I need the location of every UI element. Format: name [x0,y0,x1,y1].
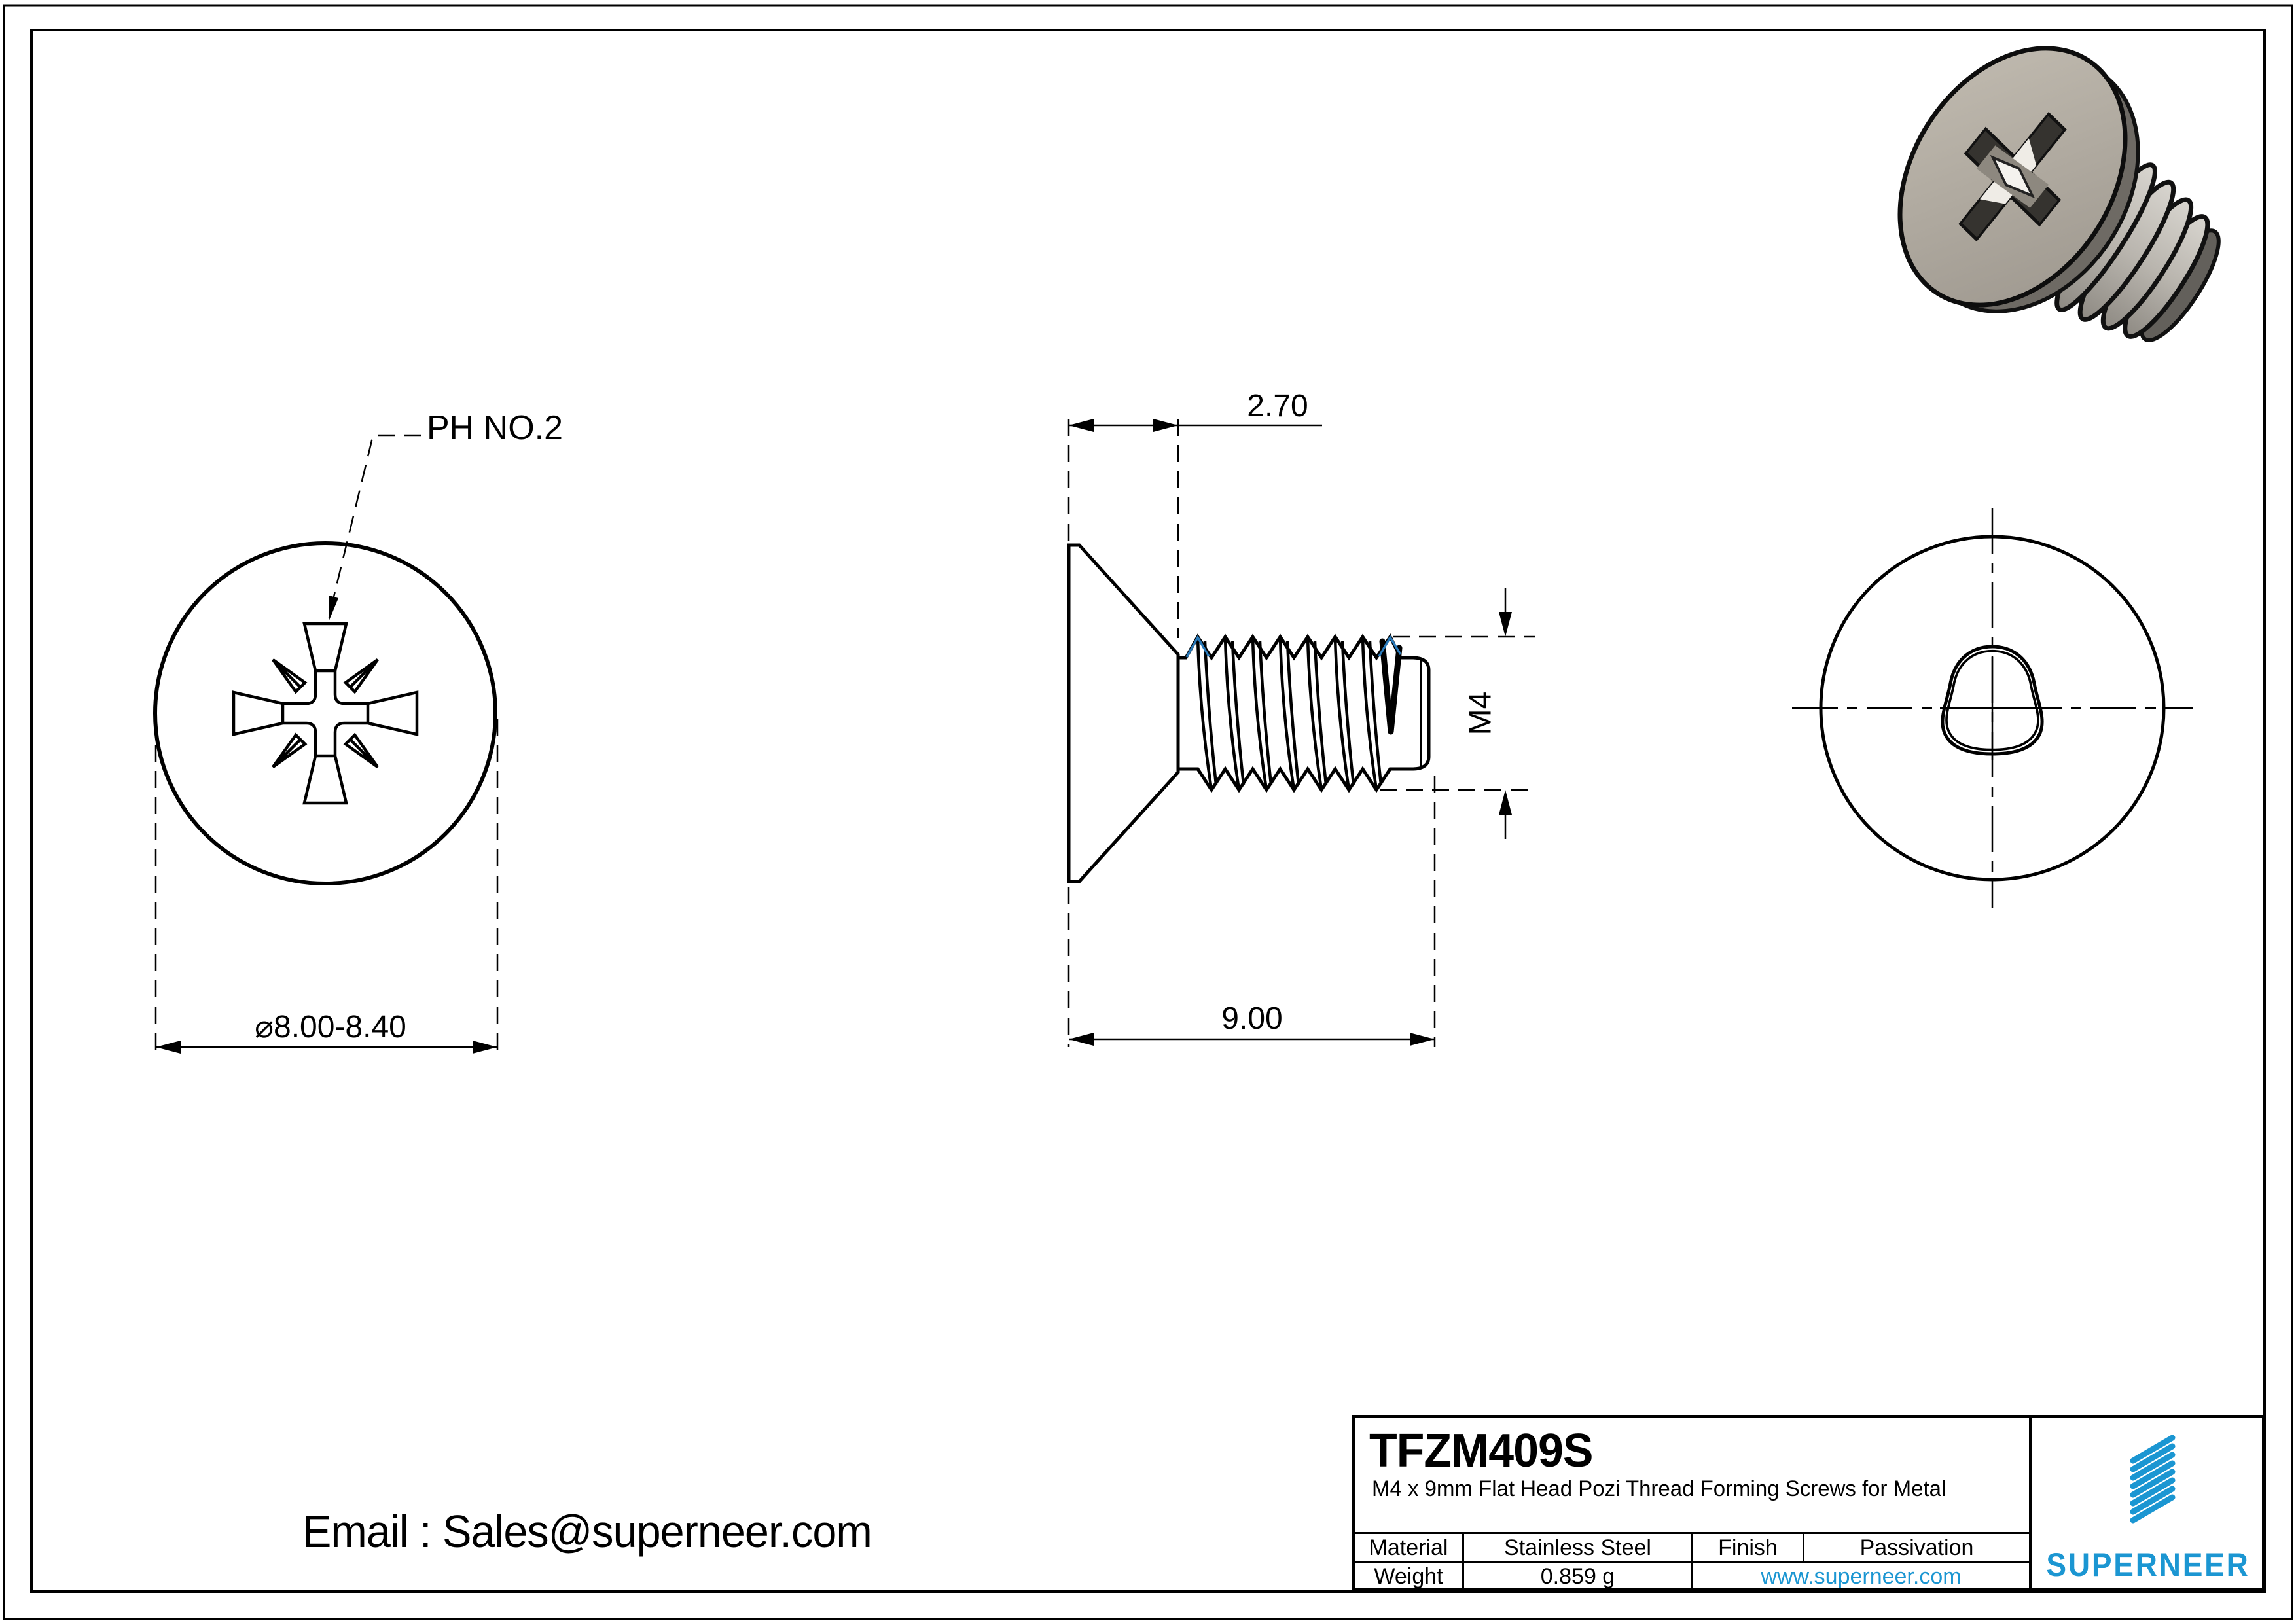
brand-section [2029,1418,2265,1588]
front-view [155,409,563,1055]
material-finish-row [1355,1532,2029,1561]
thread-size-value: M4 [1463,691,1498,736]
screw-3d-render [1854,6,2272,412]
website-link[interactable]: www.superneer.com [1691,1563,2029,1590]
contact-email: Email : Sales@superneer.com [302,1506,872,1557]
dim-arrowhead-icon [1499,790,1512,815]
thread-runout [1382,641,1399,732]
weight-label: Weight [1374,1564,1443,1589]
weight-website-row [1355,1561,2029,1590]
back-view [1792,508,2193,908]
dim-arrowhead-icon [473,1041,497,1054]
weight-value: 0.859 g [1462,1563,1691,1590]
dim-arrowhead-icon [1153,419,1178,432]
material-value: Stainless Steel [1462,1534,1691,1561]
centerlines [1792,508,2193,908]
brand-logo-icon [2123,1435,2182,1526]
screw-tip [1401,658,1429,769]
material-label: Material [1369,1535,1448,1560]
part-number: TFZM409S [1369,1425,1593,1477]
dim-arrowhead-icon [156,1041,181,1054]
leader-arrowhead-icon [329,596,338,622]
head-outline-circle [155,543,495,883]
title-block [1352,1415,2265,1590]
dim-arrowhead-icon [1069,419,1094,432]
dim-arrowhead-icon [1410,1033,1435,1046]
head-diameter-value: ⌀8.00-8.40 [255,1010,406,1044]
head-height-dimension [1069,389,1322,638]
part-description: M4 x 9mm Flat Head Pozi Thread Forming Screws for Metal [1372,1476,1946,1501]
head-height-value: 2.70 [1247,389,1308,423]
dim-arrowhead-icon [1069,1033,1094,1046]
length-dimension [1069,776,1435,1047]
drive-label: PH NO.2 [427,409,564,447]
brand-name: SUPERNEER [2046,1546,2250,1583]
finish-value: Passivation [1803,1534,2029,1561]
pozi-recess-icon [234,624,417,803]
side-view [1069,389,1535,1047]
length-value: 9.00 [1221,1001,1283,1036]
head-diameter-dimension [156,719,497,1055]
drive-leader [329,435,421,622]
screw-head-profile [1069,545,1178,882]
thread-size-dimension [1380,588,1535,839]
finish-label: Finish [1691,1534,1803,1561]
dim-arrowhead-icon [1499,612,1512,637]
